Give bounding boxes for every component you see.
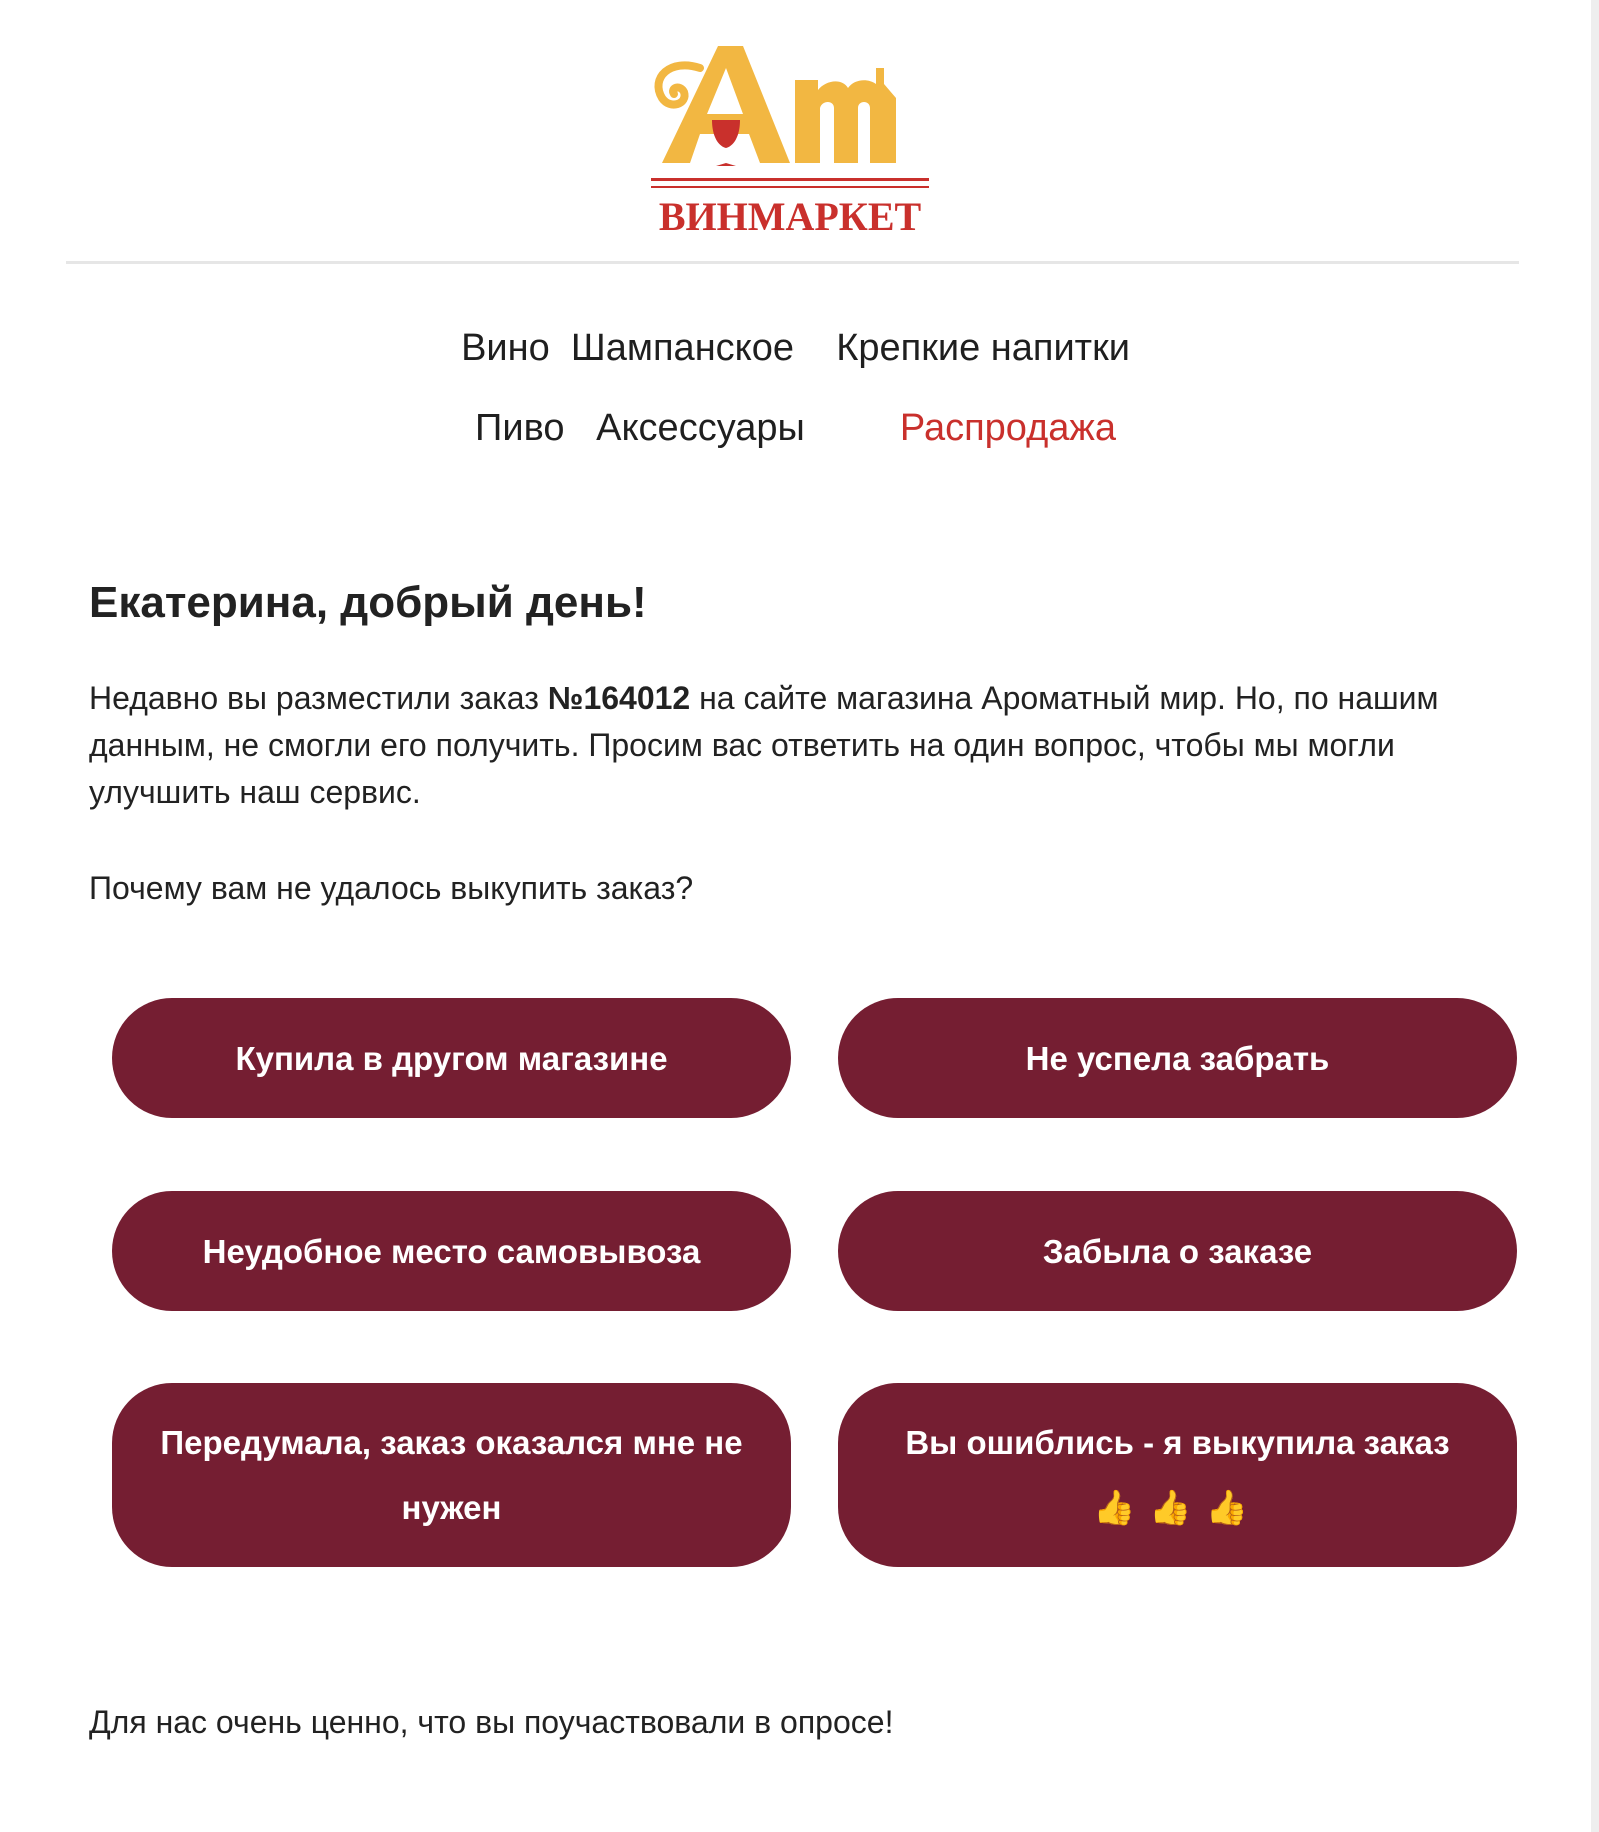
answer-label: Передумала, заказ оказался мне не нужен — [160, 1424, 743, 1526]
nav-link-sale[interactable]: Распродажа — [899, 407, 1116, 449]
nav-link-spirits[interactable]: Крепкие напитки — [836, 327, 1130, 369]
nav-row-2 — [0, 403, 1591, 453]
intro-paragraph — [89, 675, 1529, 816]
nav-link-beer[interactable]: Пиво — [475, 407, 565, 449]
survey-question: Почему вам не удалось выкупить заказ? — [89, 870, 694, 906]
answer-inconvenient-pickup-button[interactable] — [112, 1191, 791, 1311]
answer-label: Купила в другом магазине — [235, 1039, 668, 1077]
answer-already-bought-button[interactable] — [838, 1383, 1517, 1567]
answer-content — [905, 1410, 1449, 1541]
answer-forgot-order-button[interactable] — [838, 1191, 1517, 1311]
footer-thanks: Для нас очень ценно, что вы поучаствовали в опросе! — [89, 1704, 894, 1740]
scrollbar-track — [1591, 0, 1599, 1832]
answer-label: Забыла о заказе — [1042, 1232, 1313, 1270]
thumbs-up-icon: 👍👍👍 — [1092, 1488, 1262, 1527]
answer-label: Вы ошиблись - я выкупила заказ — [905, 1423, 1450, 1461]
header-divider — [66, 261, 1519, 264]
logo-brand-name: ВИНМАРКЕТ — [658, 194, 922, 238]
nav-link-champagne[interactable]: Шампанское — [570, 327, 794, 369]
logo[interactable] — [640, 38, 940, 238]
intro-text-end: на сайте магазина Ароматный мир. Но, по нашим данным, не смогли его получить. Просим вас ответить на один вопрос, чтобы мы могли улучшить наш сервис. — [89, 680, 1439, 810]
logo-graphic — [640, 38, 940, 238]
nav-link-accessories[interactable]: Аксессуары — [596, 407, 805, 449]
answer-label: Не успела забрать — [1025, 1039, 1330, 1077]
greeting-heading: Екатерина, добрый день! — [89, 578, 647, 627]
answer-label: Неудобное место самовывоза — [202, 1232, 701, 1270]
intro-text-start: Недавно вы разместили заказ — [89, 680, 548, 716]
answer-no-time-to-pickup-button[interactable] — [838, 998, 1517, 1118]
nav-row-1 — [0, 323, 1591, 373]
answer-bought-elsewhere-button[interactable] — [112, 998, 791, 1118]
answer-changed-mind-button[interactable] — [112, 1383, 791, 1567]
nav-link-wine[interactable]: Вино — [461, 327, 550, 369]
order-number: №164012 — [547, 680, 691, 716]
